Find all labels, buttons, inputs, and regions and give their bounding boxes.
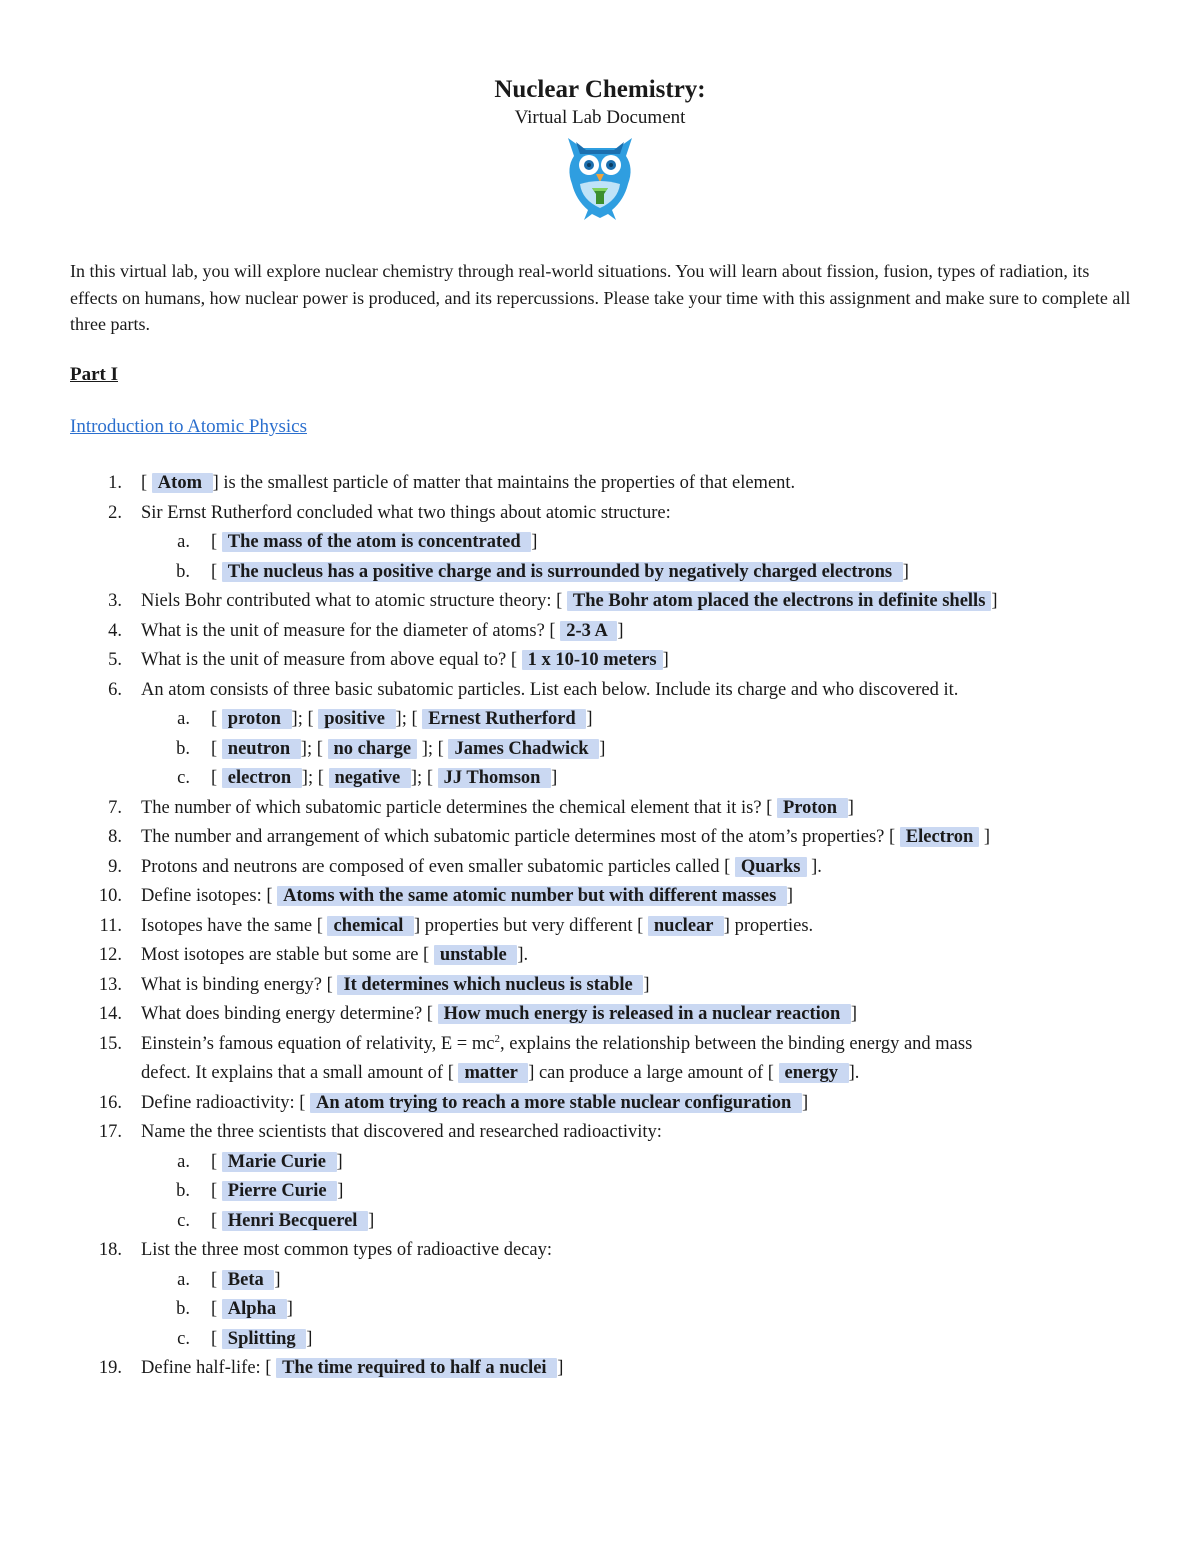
question-number: 3. <box>108 591 122 611</box>
question-text: ]. <box>848 1063 860 1083</box>
question-text: Name the three scientists that discovered and researched radioactivity: <box>141 1122 662 1142</box>
answer-field[interactable]: Ernest Rutherford <box>422 709 586 729</box>
question-number: 16. <box>98 1092 122 1113</box>
question-text: Define half-life: [ <box>141 1358 277 1378</box>
answer-field[interactable]: electron <box>222 768 302 788</box>
question-text: ] <box>531 532 538 552</box>
question-text: ] <box>337 1181 344 1201</box>
question-6 <box>0 676 1200 706</box>
answer-field[interactable]: Beta <box>222 1270 275 1290</box>
answer-field[interactable]: Proton <box>777 798 848 818</box>
question-text: ] <box>586 709 593 729</box>
question-text: Protons and neutrons are composed of even smaller subatomic particles called [ <box>141 856 735 877</box>
question-18 <box>0 1236 1200 1266</box>
answer-field[interactable]: unstable <box>434 945 517 965</box>
answer-field[interactable]: The nucleus has a positive charge and is surrounded by negatively charged electrons <box>222 562 903 582</box>
question-12 <box>0 941 1200 971</box>
question-text: Isotopes have the same [ <box>141 915 328 936</box>
question-text: What is the unit of measure for the diameter of atoms? [ <box>141 620 561 641</box>
question-16 <box>0 1089 1200 1119</box>
answer-field[interactable]: Marie Curie <box>222 1152 337 1172</box>
question-text: The number and arrangement of which subatomic particle determines most of the atom’s properties? [ <box>141 827 900 847</box>
question-text: ]; [ <box>300 738 328 759</box>
sub-item-letter: b. <box>176 738 190 759</box>
question-text: ] <box>643 974 650 995</box>
question-4 <box>0 617 1200 647</box>
question-3 <box>0 587 1200 617</box>
sub-item-letter: b. <box>176 1299 190 1319</box>
question-text: ] <box>368 1210 375 1231</box>
question-text: ]; [ <box>410 768 438 788</box>
sub-item-letter: b. <box>176 561 190 582</box>
question-8 <box>0 823 1200 853</box>
question-text: ] <box>306 1328 313 1349</box>
answer-field[interactable]: James Chadwick <box>448 739 599 759</box>
answer-field[interactable]: The Bohr atom placed the electrons in definite shells <box>567 591 991 611</box>
question-text: ] is the smallest particle of matter that maintains the properties of that element. <box>212 473 796 493</box>
question-text: What is the unit of measure from above equal to? [ <box>141 650 522 670</box>
answer-field[interactable]: positive <box>318 709 395 729</box>
question-text: ] <box>801 1092 809 1113</box>
answer-field[interactable]: Henri Becquerel <box>222 1211 368 1231</box>
question-6a <box>0 705 1200 735</box>
answer-field[interactable]: It determines which nucleus is stable <box>337 975 643 995</box>
question-text: ] <box>286 1299 293 1319</box>
question-text: [ <box>141 473 152 493</box>
question-text: ] properties. <box>723 915 814 936</box>
question-number: 19. <box>98 1358 122 1378</box>
question-10 <box>0 882 1200 912</box>
question-17 <box>0 1118 1200 1148</box>
question-text: ] <box>662 650 669 670</box>
question-text: [ <box>211 738 222 759</box>
answer-field[interactable]: negative <box>329 768 411 788</box>
answer-field[interactable]: Atom <box>152 473 213 493</box>
answer-field[interactable]: chemical <box>327 916 414 936</box>
intro-paragraph: In this virtual lab, you will explore nuclear chemistry through real-world situations. You will learn about fission, fusion, types of radiation, its effects on humans, how nuclear power is produced, and its repercussions. Please take your time with this assignment and make sure to complete all three parts. <box>70 261 1131 335</box>
question-17c <box>0 1207 1200 1237</box>
answer-field[interactable]: An atom trying to reach a more stable nuclear configuration <box>310 1093 802 1113</box>
question-number: 9. <box>108 856 122 877</box>
question-number: 15. <box>98 1033 122 1054</box>
answer-field[interactable]: Alpha <box>222 1299 287 1319</box>
document-header <box>0 74 1200 130</box>
question-text: [ <box>211 1181 222 1201</box>
question-text: Most isotopes are stable but some are [ <box>141 945 434 965</box>
question-text: ] <box>991 591 998 611</box>
answer-field[interactable]: matter <box>458 1063 528 1083</box>
question-number: 13. <box>98 974 122 995</box>
question-text: What does binding energy determine? [ <box>141 1004 438 1024</box>
question-text: ]. <box>806 856 822 877</box>
question-18c <box>0 1325 1200 1355</box>
question-15-continued <box>0 1059 1200 1089</box>
question-number: 17. <box>98 1122 122 1142</box>
question-text: ] <box>902 561 909 582</box>
question-9 <box>0 853 1200 883</box>
question-number: 8. <box>108 827 122 847</box>
question-number: 5. <box>108 650 122 670</box>
question-text: Define radioactivity: [ <box>141 1092 311 1113</box>
question-number: 4. <box>108 620 122 641</box>
question-text: [ <box>211 1210 222 1231</box>
sub-item-letter: a. <box>177 532 190 552</box>
question-text: ]; [ <box>417 738 449 759</box>
question-text: [ <box>211 709 222 729</box>
sub-item-letter: a. <box>177 1269 190 1290</box>
sub-item-letter: c. <box>177 768 190 788</box>
question-number: 14. <box>98 1004 122 1024</box>
question-text: Einstein’s famous equation of relativity, E = mc <box>141 1033 495 1054</box>
question-14 <box>0 1000 1200 1030</box>
question-number: 12. <box>98 945 122 965</box>
question-text: ] <box>551 768 558 788</box>
answer-field[interactable]: no charge <box>328 739 418 759</box>
superscript: 2 <box>494 1032 500 1045</box>
question-text: Define isotopes: [ <box>141 886 278 906</box>
question-text: ] <box>786 886 794 906</box>
question-text: [ <box>211 561 222 582</box>
answer-field[interactable]: Splitting <box>222 1329 306 1349</box>
question-5 <box>0 646 1200 676</box>
owl-logo-icon <box>562 134 638 224</box>
answer-field[interactable]: The time required to half a nuclei <box>276 1358 557 1378</box>
question-text: ] can produce a large amount of [ <box>528 1063 779 1083</box>
question-text: ] <box>336 1151 343 1172</box>
question-6b <box>0 735 1200 765</box>
question-text: The number of which subatomic particle determines the chemical element that it is? [ <box>141 797 777 818</box>
question-text: ] properties but very different [ <box>413 915 648 936</box>
question-1 <box>0 469 1200 499</box>
question-2b <box>0 558 1200 588</box>
answer-field[interactable]: 1 x 10-10 meters <box>522 650 663 670</box>
question-text: ]; [ <box>301 768 329 788</box>
section-link[interactable]: Introduction to Atomic Physics <box>70 416 307 437</box>
question-number: 6. <box>108 679 122 700</box>
question-2 <box>0 499 1200 529</box>
question-text: List the three most common types of radioactive decay: <box>141 1240 552 1260</box>
question-text: [ <box>211 1328 222 1349</box>
sub-item-letter: a. <box>177 709 190 729</box>
sub-item-letter: c. <box>177 1210 190 1231</box>
question-number: 11. <box>99 915 122 936</box>
question-15 <box>0 1030 1200 1060</box>
question-text: ] <box>617 620 624 641</box>
question-number: 10. <box>98 886 122 906</box>
question-text: ] <box>274 1269 281 1290</box>
answer-field[interactable]: proton <box>222 709 292 729</box>
question-text: Niels Bohr contributed what to atomic structure theory: [ <box>141 591 567 611</box>
question-text: An atom consists of three basic subatomic particles. List each below. Include its charge and who discovered it. <box>141 679 959 700</box>
question-text: ] <box>847 797 854 818</box>
question-18b <box>0 1295 1200 1325</box>
answer-field[interactable]: The mass of the atom is concentrated <box>222 532 532 552</box>
question-text: [ <box>211 768 222 788</box>
question-text: , explains the relationship between the binding energy and mass <box>499 1033 973 1054</box>
sub-item-letter: c. <box>177 1328 190 1349</box>
answer-field[interactable]: energy <box>779 1063 849 1083</box>
question-text: ] <box>979 827 991 847</box>
question-17b <box>0 1177 1200 1207</box>
question-list <box>0 469 1200 1384</box>
question-text: ]; [ <box>395 709 423 729</box>
question-13 <box>0 971 1200 1001</box>
question-text: ] <box>850 1004 858 1024</box>
question-7 <box>0 794 1200 824</box>
question-text: ]; [ <box>291 709 319 729</box>
question-11 <box>0 912 1200 942</box>
answer-field[interactable]: neutron <box>222 739 301 759</box>
question-text: ]. <box>517 945 529 965</box>
answer-field[interactable]: Atoms with the same atomic number but with different masses <box>277 886 787 906</box>
question-2a <box>0 528 1200 558</box>
question-number: 7. <box>108 797 122 818</box>
page-subtitle: Virtual Lab Document <box>514 107 686 128</box>
sub-item-letter: a. <box>177 1151 190 1172</box>
question-text: defect. It explains that a small amount of [ <box>141 1063 459 1083</box>
sub-item-letter: b. <box>176 1181 190 1201</box>
answer-field[interactable]: JJ Thomson <box>438 768 551 788</box>
question-text: Sir Ernst Rutherford concluded what two things about atomic structure: <box>141 502 671 523</box>
answer-field[interactable]: Pierre Curie <box>222 1181 337 1201</box>
answer-field[interactable]: Quarks <box>735 857 807 877</box>
question-text: [ <box>211 1299 222 1319</box>
answer-field[interactable]: 2-3 A <box>560 621 617 641</box>
question-number: 18. <box>98 1240 122 1260</box>
answer-field[interactable]: Electron <box>900 827 979 847</box>
question-text: ] <box>599 738 606 759</box>
page-title: Nuclear Chemistry: <box>494 76 706 103</box>
question-text: [ <box>211 532 222 552</box>
question-text: What is binding energy? [ <box>141 974 338 995</box>
question-text: [ <box>211 1269 222 1290</box>
question-number: 2. <box>108 502 122 523</box>
answer-field[interactable]: nuclear <box>648 916 724 936</box>
question-text: [ <box>211 1151 222 1172</box>
question-19 <box>0 1354 1200 1384</box>
question-number: 1. <box>108 473 122 493</box>
question-text: ] <box>557 1358 564 1378</box>
part-heading: Part I <box>70 364 119 385</box>
answer-field[interactable]: How much energy is released in a nuclear reaction <box>438 1004 851 1024</box>
question-18a <box>0 1266 1200 1296</box>
question-17a <box>0 1148 1200 1178</box>
question-6c <box>0 764 1200 794</box>
